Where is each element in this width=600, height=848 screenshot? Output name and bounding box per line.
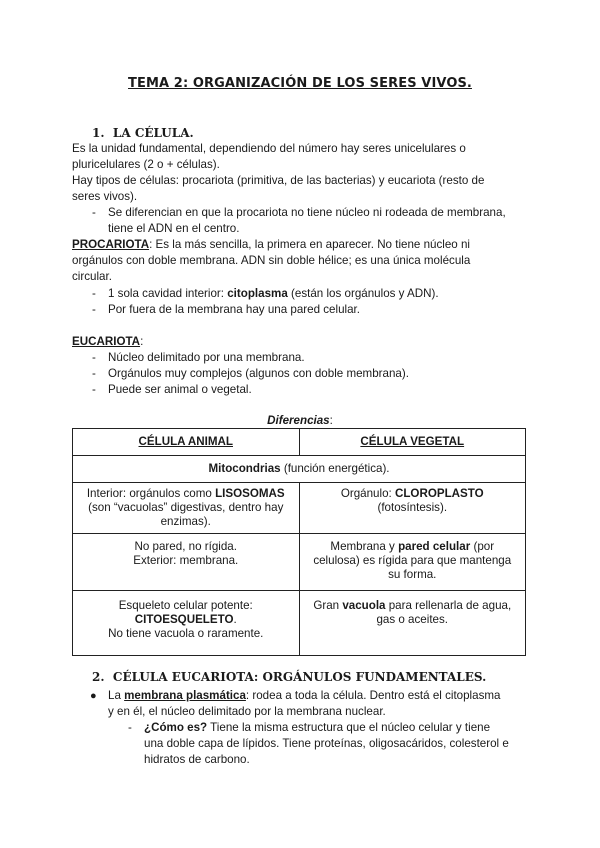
col-header-animal: CÉLULA ANIMAL	[73, 429, 300, 456]
eucariota-heading	[72, 334, 143, 350]
bullet-line: y en él, el núcleo delimitado por la membrana nuclear.	[108, 705, 386, 718]
table-row	[73, 534, 526, 591]
lisosomas-term: LISOSOMAS	[215, 487, 285, 500]
dash-marker: -	[92, 303, 96, 316]
table-header-row	[73, 429, 526, 456]
paragraph-line: Hay tipos de células: procariota (primitiva, de las bacterias) y eucariota (resto de	[72, 174, 485, 187]
como-es-term: ¿Cómo es?	[144, 721, 208, 734]
list-item-text: 1 sola cavidad interior:	[108, 287, 228, 300]
differences-table	[72, 428, 526, 656]
list-item-line: Se diferencian en que la procariota no tiene núcleo ni rodeada de membrana,	[108, 206, 506, 219]
cell-text: (por	[470, 540, 495, 553]
citoplasma-term: citoplasma	[227, 287, 288, 300]
table-row	[73, 456, 526, 483]
col-header-vegetal: CÉLULA VEGETAL	[299, 429, 526, 456]
cell-text: Interior: orgánulos como	[86, 487, 216, 500]
vegetal-cell	[299, 483, 526, 534]
cell-text: .	[233, 613, 237, 626]
dash-marker: -	[92, 351, 96, 364]
section1-number: 1.	[92, 126, 105, 140]
shared-cell	[73, 456, 526, 483]
cell-text: Esqueleto celular potente:	[118, 599, 253, 612]
paragraph-line: circular.	[72, 270, 112, 283]
cell-text: No tiene vacuola o raramente.	[108, 627, 264, 640]
vegetal-cell	[299, 591, 526, 656]
cell-text: gas o aceites.	[376, 613, 449, 626]
animal-cell	[73, 483, 300, 534]
vegetal-cell	[299, 534, 526, 591]
procariota-text: : Es la más sencilla, la primera en aparecer. No tiene núcleo ni	[149, 238, 471, 251]
caption-colon: :	[329, 414, 333, 427]
cell-text: para rellenarla de agua,	[385, 599, 512, 612]
page-title: TEMA 2: ORGANIZACIÓN DE LOS SERES VIVOS.	[128, 76, 472, 91]
dash-marker: -	[92, 367, 96, 380]
bullet-text: : rodea a toda la célula. Dentro está el citoplasma	[245, 689, 501, 702]
citoesqueleto-term: CITOESQUELETO	[134, 613, 234, 626]
cell-text: enzimas).	[160, 515, 211, 528]
section2-heading	[92, 670, 486, 684]
bullet-item	[108, 688, 501, 704]
cell-text: Exterior: membrana.	[133, 554, 239, 567]
cell-text: Orgánulo:	[340, 487, 395, 500]
dash-marker: -	[92, 383, 96, 396]
cloroplasto-term: CLOROPLASTO	[394, 487, 484, 500]
sub-item-text: Tiene la misma estructura que el núcleo celular y tiene	[207, 721, 491, 734]
pared-celular-term: pared celular	[398, 540, 471, 553]
caption-text: Diferencias	[267, 414, 330, 427]
table-row	[73, 591, 526, 656]
dash-marker: -	[92, 206, 96, 219]
membrana-plasmatica-term: membrana plasmática	[124, 689, 246, 702]
vacuola-term: vacuola	[342, 599, 386, 612]
section1-title: LA CÉLULA.	[112, 126, 194, 140]
cell-text: No pared, no rígida.	[134, 540, 237, 553]
table-caption	[0, 414, 600, 427]
dash-marker: -	[128, 721, 132, 734]
list-item: Núcleo delimitado por una membrana.	[108, 351, 305, 364]
table-row	[73, 483, 526, 534]
cell-text: celulosa) es rígida para que mantenga	[313, 554, 512, 567]
list-item	[108, 286, 439, 302]
dash-marker: -	[92, 287, 96, 300]
list-item: Por fuera de la membrana hay una pared celular.	[108, 303, 360, 316]
cell-text: (función energética).	[280, 462, 390, 475]
bullet-text: La	[108, 689, 125, 702]
procariota-paragraph	[72, 237, 470, 253]
list-item-text: (están los orgánulos y ADN).	[287, 287, 439, 300]
animal-cell	[73, 591, 300, 656]
cell-text: su forma.	[388, 568, 437, 581]
list-item: Orgánulos muy complejos (algunos con doble membrana).	[108, 367, 409, 380]
cell-text: Gran	[313, 599, 343, 612]
paragraph-line: Es la unidad fundamental, dependiendo del número hay seres unicelulares o	[72, 142, 466, 155]
list-item-line: tiene el ADN en el centro.	[108, 222, 240, 235]
eucariota-label: EUCARIOTA	[72, 335, 141, 348]
section2-number: 2.	[92, 670, 105, 684]
sub-item-line: una doble capa de lípidos. Tiene proteínas, oligosacáridos, colesterol e	[144, 737, 509, 750]
procariota-label: PROCARIOTA	[72, 238, 150, 251]
paragraph-line: seres vivos).	[72, 190, 138, 203]
paragraph-line: orgánulos con doble membrana. ADN sin doble hélice; es una única molécula	[72, 254, 471, 267]
cell-text: (son “vacuolas” digestivas, dentro hay	[88, 501, 284, 514]
sub-item-line: hidratos de carbono.	[144, 753, 250, 766]
list-item: Puede ser animal o vegetal.	[108, 383, 252, 396]
cell-text: Membrana y	[330, 540, 399, 553]
section2-title: CÉLULA EUCARIOTA: ORGÁNULOS FUNDAMENTALES.	[112, 670, 487, 684]
sub-item	[144, 720, 490, 736]
mitocondrias-term: Mitocondrias	[208, 462, 281, 475]
paragraph-line: pluricelulares (2 o + células).	[72, 158, 220, 171]
cell-text: (fotosíntesis).	[377, 501, 448, 514]
eucariota-colon: :	[140, 335, 144, 348]
section1-heading	[92, 126, 194, 140]
animal-cell	[73, 534, 300, 591]
bullet-icon: ●	[90, 690, 97, 702]
